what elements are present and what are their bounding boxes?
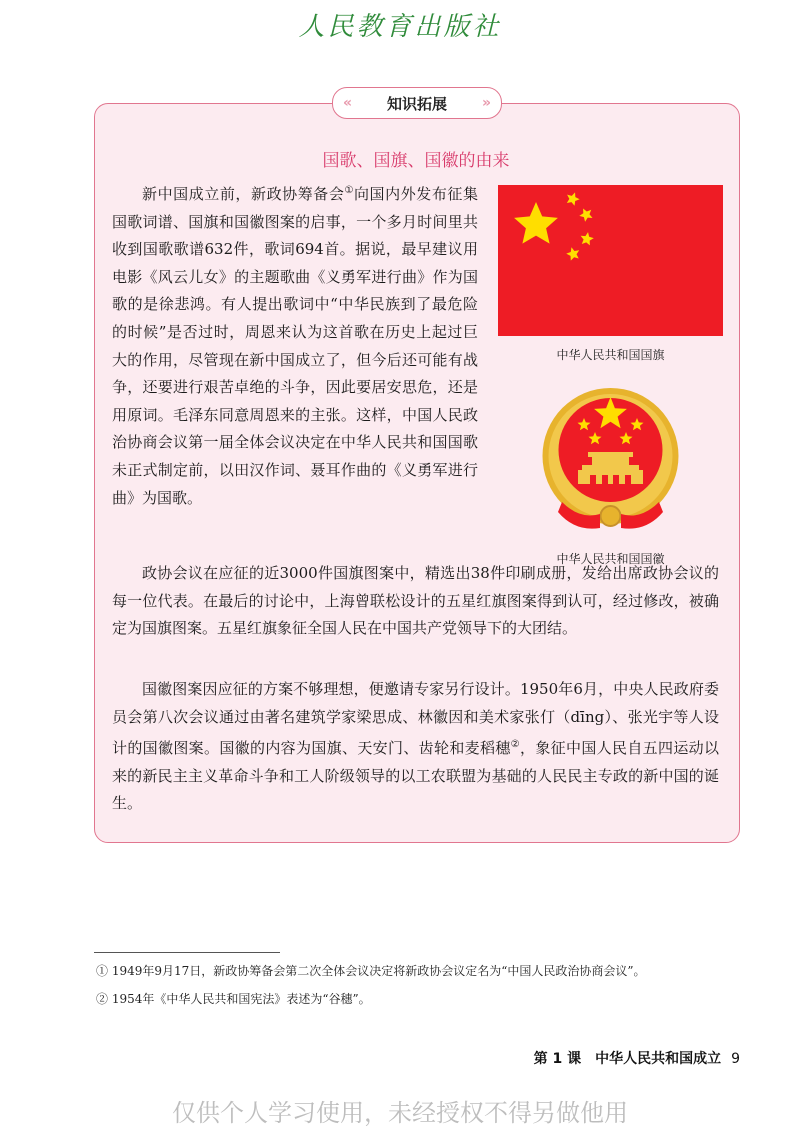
para1-text-b: 向国内外发布征集国歌词谱、国旗和国徽图案的启事，一个多月时间里共收到国歌歌谱632件，歌词694首。据说，最早建议用电影《风云儿女》的主题歌曲《义勇军进行曲》作为国歌的是徐悲鸿。有人提出歌词中“中华民族到了最危险的时候”是否过时，周恩来认为这首歌在历史上起过巨大的作用，尽管现在新中国成立了，但今后还可能有战争，还要进行艰苦卓绝的斗争，因此要居安思危，还是用原词。毛泽东同意周恩来的主张。这样，中国人民政治协商会议第一届全体会议决定在中华人民共和国国歌未正式制定前，以田汉作词、聂耳作曲的《义勇军进行曲》为国歌。 xyxy=(112,185,478,507)
paragraph-emblem xyxy=(112,676,719,818)
page-number: 9 xyxy=(731,1051,740,1067)
national-emblem-image xyxy=(540,384,681,536)
publisher-logo: 人民教育出版社 xyxy=(298,12,502,42)
section-title: 国歌、国旗、国徽的由来 xyxy=(322,151,510,171)
gear-icon xyxy=(601,506,621,526)
footnote-1: ① 1949年9月17日，新政协筹备会第二次全体会议决定将新政协会议定名为“中国人民政治协商会议”。 xyxy=(96,964,646,978)
footnote-ref-2: ② xyxy=(510,739,520,751)
footnote-ref-1: ① xyxy=(344,185,354,196)
flag-field xyxy=(498,185,723,336)
para3-text-a: 国徽图案因应征的方案不够理想，便邀请专家另行设计。1950年6月，中央人民政府委员会第八次会议通过由著名建筑学家梁思成、林徽因和美术家张仃（dīng）、张光宇等人设计的国徽图案。国徽的内容为国旗、天安门、齿轮和麦稻穗 xyxy=(112,680,719,758)
para1-text-a: 新中国成立前，新政协筹备会 xyxy=(142,185,345,203)
section-tab-label: 知识拓展 xyxy=(386,94,447,113)
lesson-title: 第 1 课 中华人民共和国成立 xyxy=(533,1051,722,1067)
watermark: 仅供个人学习使用，未经授权不得另做他用 xyxy=(172,1099,628,1127)
paragraph-anthem xyxy=(112,177,478,512)
chevron-left-icon: « xyxy=(343,95,353,111)
emblem-caption: 中华人民共和国国徽 xyxy=(556,552,665,566)
chevron-right-icon: » xyxy=(481,95,491,111)
page-footer xyxy=(534,1048,740,1068)
paragraph-flag: 政协会议在应征的近3000件国旗图案中，精选出38件印刷成册，发给出席政协会议的每一位代表。在最后的讨论中，上海曾联松设计的五星红旗图案得到认可，经过修改，被确定为国旗图案。五星红旗象征全国人民在中国共产党领导下的大团结。 xyxy=(112,564,719,638)
national-flag-image xyxy=(498,185,723,336)
footnote-divider xyxy=(94,952,280,953)
flag-caption: 中华人民共和国国旗 xyxy=(556,348,665,362)
section-tab xyxy=(332,87,502,119)
footnote-2: ② 1954年《中华人民共和国宪法》表述为“谷穗”。 xyxy=(96,992,371,1006)
para3-text-b: ，象征中国人民自五四运动以来的新民主主义革命斗争和工人阶级领导的以工农联盟为基础的人民民主专政的新中国的诞生。 xyxy=(112,739,719,813)
